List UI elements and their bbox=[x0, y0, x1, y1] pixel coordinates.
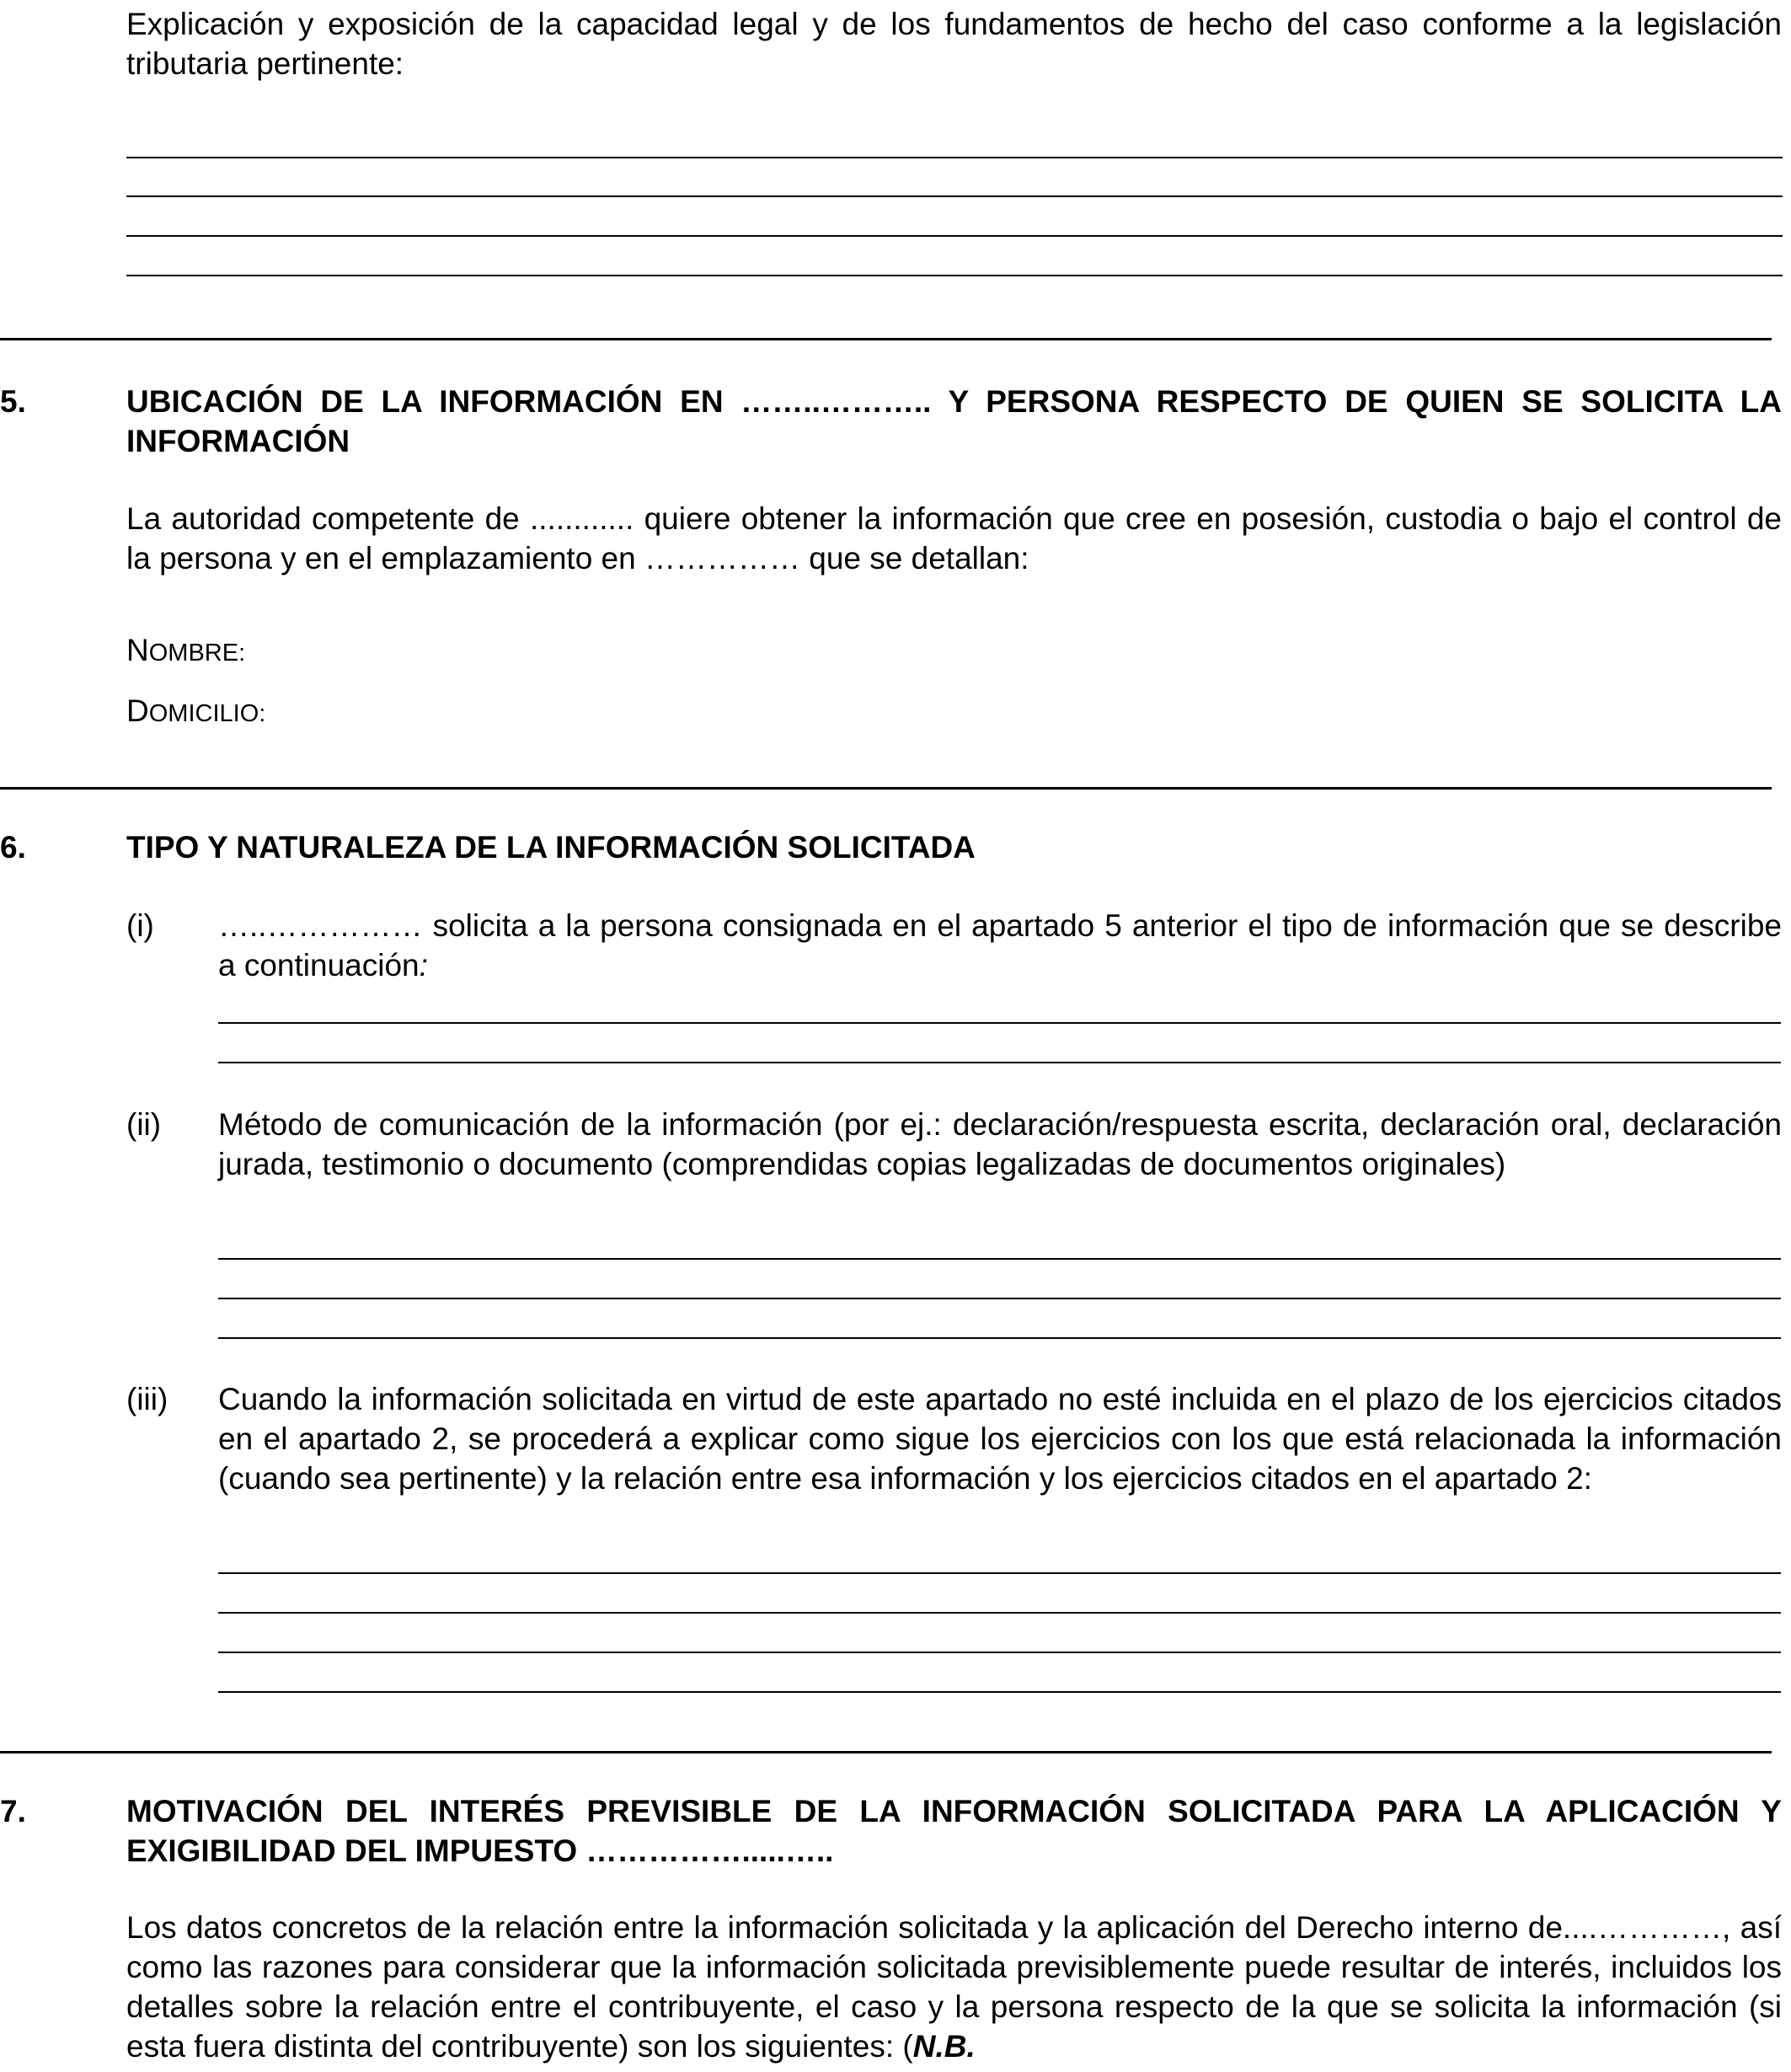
section-divider bbox=[0, 787, 1772, 790]
answer-line[interactable] bbox=[218, 1337, 1781, 1339]
answer-line[interactable] bbox=[126, 235, 1783, 237]
nombre-label bbox=[126, 630, 245, 673]
domicilio-label bbox=[126, 691, 265, 734]
section-7-heading: MOTIVACIÓN DEL INTERÉS PREVISIBLE DE LA INFORMACIÓN SOLICITADA PARA LA APLICACIÓN Y EXIGIBILIDAD DEL IMPUESTO …………….....….. bbox=[126, 1794, 1782, 1868]
item-i-number: (i) bbox=[126, 908, 154, 943]
nombre-initial: N bbox=[126, 633, 149, 667]
section-6-heading: TIPO Y NATURALEZA DE LA INFORMACIÓN SOLICITADA bbox=[126, 830, 976, 865]
item-iii-number: (iii) bbox=[126, 1382, 168, 1416]
domicilio-rest: OMICILIO: bbox=[148, 700, 266, 727]
nombre-rest: OMBRE: bbox=[148, 640, 246, 667]
answer-line[interactable] bbox=[218, 1691, 1781, 1693]
nb-note: N.B. bbox=[912, 2029, 976, 2064]
section-7-number: 7. bbox=[0, 1794, 26, 1828]
answer-line[interactable] bbox=[218, 1652, 1781, 1653]
section-7-paragraph-text: Los datos concretos de la relación entre la información solicitada y la aplicación del Derecho interno de....…………, así como las razones para considerar que la información solicitada previsiblemente puede resultar de interés, incluidos los detalles sobre la relación entre el contribuyente, el caso y la persona respecto de la que se solicita la información (si esta fuera distinta del contribuyente) son los siguientes: ( bbox=[126, 1910, 1782, 2064]
answer-line[interactable] bbox=[218, 1612, 1781, 1614]
section-5-paragraph: La autoridad competente de ............ quiere obtener la información que cree en posesión, custodia o bajo el control de la persona y en el emplazamiento en …………… que se detallan: bbox=[126, 501, 1782, 576]
answer-line[interactable] bbox=[218, 1258, 1781, 1260]
item-i-text-end: : bbox=[419, 948, 428, 982]
answer-line[interactable] bbox=[218, 1298, 1781, 1299]
domicilio-initial: D bbox=[126, 693, 149, 728]
answer-line[interactable] bbox=[218, 1062, 1781, 1063]
answer-line[interactable] bbox=[126, 157, 1783, 158]
item-iii-text: Cuando la información solicitada en virtud de este apartado no esté incluida en el plazo de los ejercicios citados en el apartado 2, se procederá a explicar como sigue los ejercicios con los que está relacionada la información (cuando sea pertinente) y la relación entre esa información y los ejercicios citados en el apartado 2: bbox=[218, 1382, 1782, 1496]
intro-paragraph: Explicación y exposición de la capacidad legal y de los fundamentos de hecho del caso conforme a la legislación tributaria pertinente: bbox=[126, 7, 1782, 81]
section-5-number: 5. bbox=[0, 384, 26, 419]
section-7-paragraph bbox=[126, 1908, 1782, 2066]
item-ii-number: (ii) bbox=[126, 1107, 162, 1142]
answer-line[interactable] bbox=[126, 195, 1783, 197]
item-i-text-main: …..…………… solicita a la persona consignada en el apartado 5 anterior el tipo de información que se describe a continuación bbox=[218, 908, 1782, 982]
section-divider bbox=[0, 338, 1772, 340]
section-5-heading: UBICACIÓN DE LA INFORMACIÓN EN ……..……….. Y PERSONA RESPECTO DE QUIEN SE SOLICITA LA INFORMACIÓN bbox=[126, 384, 1782, 458]
answer-line[interactable] bbox=[218, 1572, 1781, 1574]
item-ii-text: Método de comunicación de la información (por ej.: declaración/respuesta escrita, declaración oral, declaración jurada, testimonio o documento (comprendidas copias legalizadas de documentos originales) bbox=[218, 1107, 1782, 1181]
section-divider bbox=[0, 1751, 1772, 1753]
item-i-text bbox=[218, 906, 1782, 985]
answer-line[interactable] bbox=[218, 1022, 1781, 1024]
section-6-number: 6. bbox=[0, 830, 26, 865]
answer-line[interactable] bbox=[126, 275, 1783, 276]
